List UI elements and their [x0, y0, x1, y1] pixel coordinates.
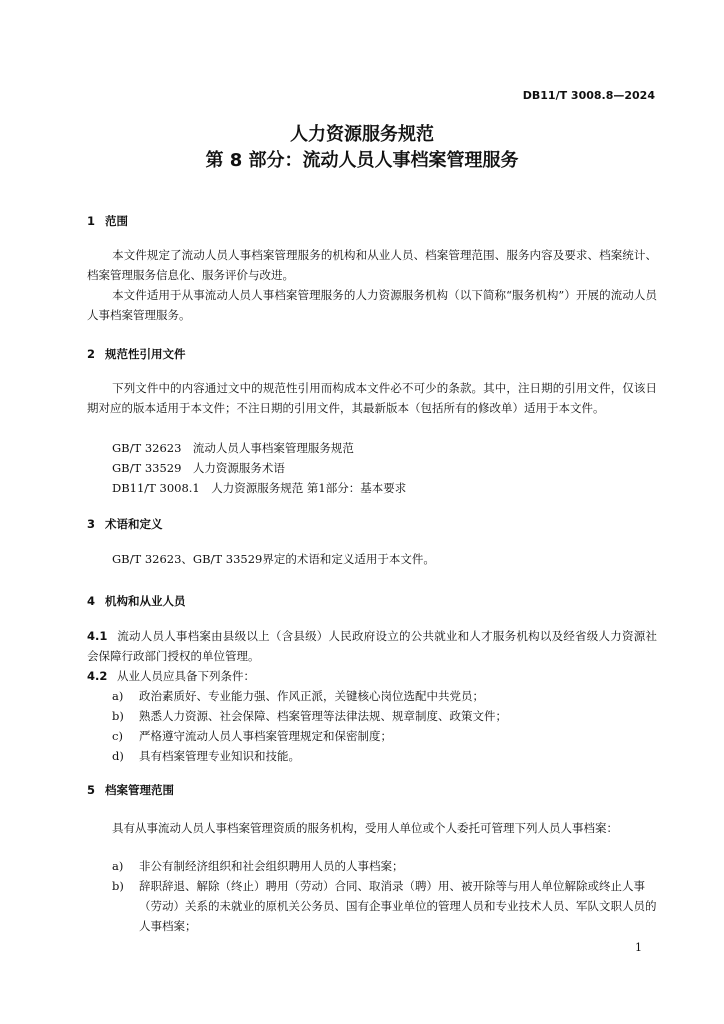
- paragraph: [87, 549, 657, 569]
- list-text: 非公有制经济组织和社会组织聘用人员的人事档案；: [139, 859, 404, 873]
- paragraph: [87, 245, 657, 285]
- list-marker: a): [112, 859, 124, 873]
- clause-text: 流动人员人事档案由县级以上（含县级）人民政府设立的公共就业和人才服务机构以及经省级人力资源社会保障行政部门授权的单位管理。: [87, 629, 657, 663]
- section-title: 机构和从业人员: [105, 594, 186, 608]
- document-title: 人力资源服务规范: [290, 124, 434, 145]
- reference-item: GB/T 32623 流动人员人事档案管理服务规范: [112, 441, 354, 455]
- list-text: 具有档案管理专业知识和技能。: [139, 749, 300, 763]
- list-text: 政治素质好、专业能力强、作风正派，关键核心岗位选配中共党员；: [139, 689, 484, 703]
- section-heading: [87, 346, 186, 362]
- section-title: 术语和定义: [105, 517, 163, 531]
- list-marker: d): [112, 749, 124, 763]
- list-item: [112, 856, 657, 876]
- section-heading: [87, 593, 186, 609]
- list-text: 辞职辞退、解除（终止）聘用（劳动）合同、取消录（聘）用、被开除等与用人单位解除或终止人事（劳动）关系的未就业的原机关公务员、国有企事业单位的管理人员和专业技术人员、军队文职人员的人事档案；: [139, 879, 657, 933]
- reference-item: GB/T 33529 人力资源服务术语: [112, 461, 285, 475]
- paragraph-text: GB/T 32623、GB/T 33529界定的术语和定义适用于本文件。: [112, 552, 435, 566]
- paragraph-text: 具有从事流动人员人事档案管理资质的服务机构，受用人单位或个人委托可管理下列人员人事档案：: [112, 821, 618, 835]
- clause-text: 从业人员应具备下列条件：: [117, 669, 255, 683]
- list-marker: c): [112, 729, 123, 743]
- paragraph: [87, 818, 657, 838]
- document-subtitle: 第 8 部分：流动人员人事档案管理服务: [205, 150, 519, 171]
- section-number: 4: [87, 594, 96, 608]
- paragraph: [87, 285, 657, 325]
- page-number: 1: [635, 941, 642, 954]
- list-item: [112, 726, 657, 746]
- paragraph: [87, 378, 657, 418]
- section-title: 档案管理范围: [105, 783, 174, 797]
- section-number: 2: [87, 347, 96, 361]
- reference-item: DB11/T 3008.1 人力资源服务规范 第1部分：基本要求: [112, 481, 407, 495]
- clause-number: 4.2: [87, 669, 108, 683]
- list-marker: b): [112, 879, 124, 893]
- section-number: 5: [87, 783, 96, 797]
- section-number: 1: [87, 214, 96, 228]
- section-heading: [87, 516, 163, 532]
- section-number: 3: [87, 517, 96, 531]
- list-item: [112, 746, 657, 766]
- clause: [87, 626, 657, 666]
- clause: [87, 666, 657, 686]
- section-title: 范围: [105, 214, 128, 228]
- clause-number: 4.1: [87, 629, 108, 643]
- list-marker: a): [112, 689, 124, 703]
- section-heading: [87, 213, 128, 229]
- list-marker: b): [112, 709, 124, 723]
- section-heading: [87, 782, 174, 798]
- list-text: 严格遵守流动人员人事档案管理规定和保密制度；: [139, 729, 392, 743]
- list-text: 熟悉人力资源、社会保障、档案管理等法律法规、规章制度、政策文件；: [139, 709, 507, 723]
- list-item: [112, 876, 657, 936]
- list-item: [112, 686, 657, 706]
- paragraph-text: 本文件适用于从事流动人员人事档案管理服务的人力资源服务机构（以下简称“服务机构”）开展的流动人员人事档案管理服务。: [87, 288, 657, 322]
- list-item: [112, 706, 657, 726]
- section-title: 规范性引用文件: [105, 347, 186, 361]
- standard-code: DB11/T 3008.8—2024: [522, 89, 655, 102]
- paragraph-text: 下列文件中的内容通过文中的规范性引用而构成本文件必不可少的条款。其中，注日期的引用文件，仅该日期对应的版本适用于本文件；不注日期的引用文件，其最新版本（包括所有的修改单）适用于本文件。: [87, 381, 657, 415]
- paragraph-text: 本文件规定了流动人员人事档案管理服务的机构和从业人员、档案管理范围、服务内容及要求、档案统计、档案管理服务信息化、服务评价与改进。: [87, 248, 657, 282]
